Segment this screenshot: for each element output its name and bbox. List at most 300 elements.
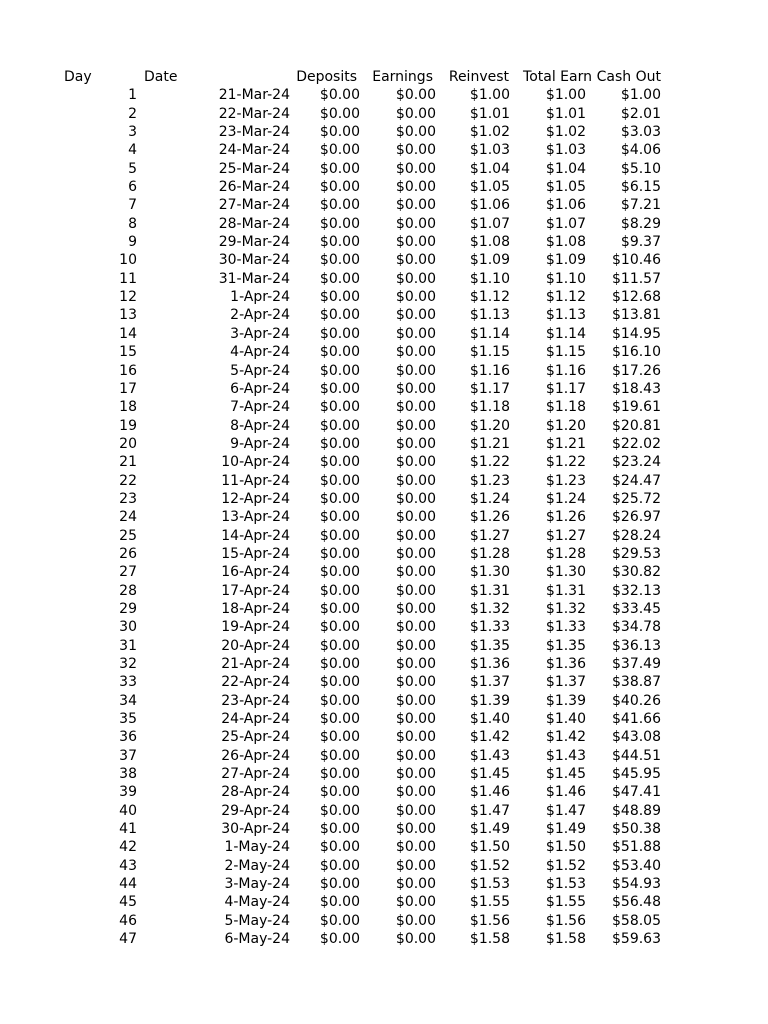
cell-date: 7-Apr-24 [230, 399, 290, 416]
cell-reinvest: $1.04 [469, 160, 510, 177]
cell-deposits: $0.00 [319, 619, 360, 636]
cell-cash-out: $37.49 [612, 656, 661, 672]
cell-earnings: $0.00 [395, 674, 436, 691]
cell-cash-out: $47.41 [612, 784, 661, 801]
table-row [0, 270, 768, 288]
cell-day: 13 [119, 307, 137, 324]
cell-day: 8 [128, 215, 137, 232]
cell-reinvest: $1.46 [469, 784, 510, 801]
cell-reinvest: $1.35 [469, 637, 510, 654]
cell-deposits: $0.00 [319, 234, 360, 251]
cell-date: 28-Mar-24 [218, 215, 290, 232]
cell-deposits: $0.00 [319, 417, 360, 434]
cell-total-earn: $1.52 [545, 857, 586, 874]
cell-deposits: $0.00 [319, 362, 360, 379]
cell-day: 39 [119, 784, 137, 801]
cell-deposits: $0.00 [319, 564, 360, 581]
cell-total-earn: $1.50 [545, 839, 586, 856]
table-row [0, 930, 768, 948]
cell-earnings: $0.00 [395, 619, 436, 636]
cell-total-earn: $1.39 [545, 692, 586, 709]
cell-earnings: $0.00 [395, 454, 436, 471]
cell-reinvest: $1.24 [469, 490, 510, 507]
cell-deposits: $0.00 [319, 784, 360, 801]
cell-earnings: $0.00 [395, 821, 436, 838]
table-row [0, 417, 768, 435]
compound-schedule-table [0, 68, 768, 949]
cell-date: 24-Mar-24 [218, 142, 290, 159]
cell-cash-out: $40.26 [612, 692, 661, 709]
cell-deposits: $0.00 [319, 766, 360, 783]
cell-earnings: $0.00 [395, 637, 436, 654]
cell-date: 30-Apr-24 [221, 821, 290, 838]
table-row [0, 655, 768, 673]
table-row [0, 343, 768, 361]
cell-reinvest: $1.39 [469, 692, 510, 709]
table-row [0, 893, 768, 911]
cell-day: 45 [119, 894, 137, 911]
cell-cash-out: $29.53 [612, 545, 661, 562]
cell-day: 26 [119, 545, 137, 562]
header-day: Day [64, 69, 92, 85]
cell-reinvest: $1.26 [469, 509, 510, 526]
cell-day: 18 [119, 399, 137, 416]
cell-reinvest: $1.49 [469, 821, 510, 838]
cell-cash-out: $2.01 [620, 105, 661, 122]
cell-deposits: $0.00 [319, 582, 360, 599]
cell-total-earn: $1.53 [545, 876, 586, 893]
cell-total-earn: $1.20 [545, 417, 586, 434]
cell-total-earn: $1.46 [545, 784, 586, 801]
cell-earnings: $0.00 [395, 325, 436, 342]
cell-reinvest: $1.03 [469, 142, 510, 159]
cell-day: 30 [119, 619, 137, 636]
cell-day: 5 [128, 160, 137, 177]
cell-date: 5-May-24 [224, 912, 290, 929]
cell-reinvest: $1.06 [469, 197, 510, 214]
cell-reinvest: $1.15 [469, 344, 510, 361]
cell-total-earn: $1.36 [545, 656, 586, 672]
cell-cash-out: $38.87 [612, 674, 661, 691]
table-row [0, 637, 768, 655]
cell-day: 37 [119, 747, 137, 764]
cell-deposits: $0.00 [319, 252, 360, 269]
cell-cash-out: $13.81 [612, 307, 661, 324]
cell-date: 9-Apr-24 [230, 435, 290, 452]
cell-reinvest: $1.32 [469, 600, 510, 617]
cell-date: 3-May-24 [224, 876, 290, 893]
cell-day: 19 [119, 417, 137, 434]
cell-day: 36 [119, 729, 137, 746]
cell-earnings: $0.00 [395, 784, 436, 801]
cell-earnings: $0.00 [395, 435, 436, 452]
cell-cash-out: $19.61 [612, 399, 661, 416]
cell-date: 23-Mar-24 [218, 124, 290, 141]
cell-deposits: $0.00 [319, 344, 360, 361]
cell-cash-out: $20.81 [612, 417, 661, 434]
cell-earnings: $0.00 [395, 417, 436, 434]
cell-date: 27-Mar-24 [218, 197, 290, 214]
cell-total-earn: $1.43 [545, 747, 586, 764]
cell-date: 27-Apr-24 [221, 766, 290, 783]
cell-earnings: $0.00 [395, 124, 436, 141]
cell-day: 2 [128, 105, 137, 122]
cell-reinvest: $1.33 [469, 619, 510, 636]
cell-deposits: $0.00 [319, 142, 360, 159]
table-row [0, 251, 768, 269]
cell-deposits: $0.00 [319, 527, 360, 544]
cell-date: 14-Apr-24 [221, 527, 290, 544]
cell-reinvest: $1.02 [469, 124, 510, 141]
cell-earnings: $0.00 [395, 307, 436, 324]
cell-total-earn: $1.31 [545, 582, 586, 599]
cell-cash-out: $11.57 [612, 270, 661, 287]
cell-deposits: $0.00 [319, 876, 360, 893]
cell-reinvest: $1.58 [469, 931, 510, 948]
cell-total-earn: $1.40 [545, 711, 586, 728]
cell-earnings: $0.00 [395, 564, 436, 581]
cell-reinvest: $1.18 [469, 399, 510, 416]
table-row [0, 215, 768, 233]
cell-day: 29 [119, 600, 137, 617]
table-row [0, 288, 768, 306]
cell-date: 23-Apr-24 [221, 692, 290, 709]
cell-earnings: $0.00 [395, 252, 436, 269]
cell-earnings: $0.00 [395, 527, 436, 544]
cell-cash-out: $30.82 [612, 564, 661, 581]
cell-date: 22-Mar-24 [218, 105, 290, 122]
cell-total-earn: $1.10 [545, 270, 586, 287]
cell-cash-out: $25.72 [612, 490, 661, 507]
table-row [0, 178, 768, 196]
cell-earnings: $0.00 [395, 380, 436, 397]
cell-deposits: $0.00 [319, 179, 360, 196]
cell-reinvest: $1.53 [469, 876, 510, 893]
cell-deposits: $0.00 [319, 380, 360, 397]
table-row [0, 398, 768, 416]
cell-day: 23 [119, 490, 137, 507]
cell-earnings: $0.00 [395, 344, 436, 361]
cell-cash-out: $8.29 [620, 215, 661, 232]
cell-deposits: $0.00 [319, 399, 360, 416]
cell-date: 25-Apr-24 [221, 729, 290, 746]
cell-day: 42 [119, 839, 137, 856]
cell-date: 1-Apr-24 [230, 289, 290, 306]
cell-day: 35 [119, 711, 137, 728]
cell-date: 8-Apr-24 [230, 417, 290, 434]
table-row [0, 582, 768, 600]
cell-deposits: $0.00 [319, 87, 360, 104]
cell-total-earn: $1.23 [545, 472, 586, 489]
cell-date: 15-Apr-24 [221, 545, 290, 562]
cell-date: 12-Apr-24 [221, 490, 290, 507]
cell-earnings: $0.00 [395, 490, 436, 507]
cell-total-earn: $1.14 [545, 325, 586, 342]
cell-reinvest: $1.45 [469, 766, 510, 783]
cell-deposits: $0.00 [319, 729, 360, 746]
cell-day: 14 [119, 325, 137, 342]
cell-date: 22-Apr-24 [221, 674, 290, 691]
cell-reinvest: $1.42 [469, 729, 510, 746]
cell-earnings: $0.00 [395, 179, 436, 196]
cell-day: 44 [119, 876, 137, 893]
cell-day: 31 [119, 637, 137, 654]
header-row [0, 68, 768, 86]
cell-earnings: $0.00 [395, 600, 436, 617]
table-row [0, 435, 768, 453]
table-row [0, 141, 768, 159]
cell-day: 4 [128, 142, 137, 159]
cell-deposits: $0.00 [319, 931, 360, 948]
cell-date: 25-Mar-24 [218, 160, 290, 177]
cell-cash-out: $17.26 [612, 362, 661, 379]
cell-total-earn: $1.58 [545, 931, 586, 948]
cell-date: 5-Apr-24 [230, 362, 290, 379]
cell-reinvest: $1.01 [469, 105, 510, 122]
cell-day: 21 [119, 454, 137, 471]
cell-total-earn: $1.02 [545, 124, 586, 141]
cell-earnings: $0.00 [395, 802, 436, 819]
cell-reinvest: $1.17 [469, 380, 510, 397]
cell-deposits: $0.00 [319, 215, 360, 232]
cell-date: 2-May-24 [224, 857, 290, 874]
cell-earnings: $0.00 [395, 876, 436, 893]
cell-cash-out: $59.63 [612, 931, 661, 948]
cell-cash-out: $12.68 [612, 289, 661, 306]
table-row [0, 820, 768, 838]
cell-earnings: $0.00 [395, 582, 436, 599]
cell-total-earn: $1.13 [545, 307, 586, 324]
cell-day: 17 [119, 380, 137, 397]
cell-total-earn: $1.37 [545, 674, 586, 691]
cell-cash-out: $3.03 [620, 124, 661, 141]
cell-cash-out: $32.13 [612, 582, 661, 599]
cell-earnings: $0.00 [395, 931, 436, 948]
cell-date: 11-Apr-24 [221, 472, 290, 489]
cell-cash-out: $56.48 [612, 894, 661, 911]
cell-cash-out: $50.38 [612, 821, 661, 838]
cell-day: 20 [119, 435, 137, 452]
cell-cash-out: $5.10 [620, 160, 661, 177]
cell-total-earn: $1.33 [545, 619, 586, 636]
cell-earnings: $0.00 [395, 839, 436, 856]
cell-earnings: $0.00 [395, 711, 436, 728]
cell-total-earn: $1.55 [545, 894, 586, 911]
cell-earnings: $0.00 [395, 215, 436, 232]
cell-total-earn: $1.35 [545, 637, 586, 654]
cell-date: 6-Apr-24 [230, 380, 290, 397]
cell-earnings: $0.00 [395, 399, 436, 416]
table-row [0, 563, 768, 581]
cell-date: 28-Apr-24 [221, 784, 290, 801]
table-row [0, 728, 768, 746]
cell-cash-out: $23.24 [612, 454, 661, 471]
cell-reinvest: $1.21 [469, 435, 510, 452]
table-row [0, 838, 768, 856]
cell-deposits: $0.00 [319, 711, 360, 728]
cell-day: 6 [128, 179, 137, 196]
table-row [0, 472, 768, 490]
table-body [0, 86, 768, 948]
cell-total-earn: $1.06 [545, 197, 586, 214]
table-row [0, 912, 768, 930]
cell-day: 10 [119, 252, 137, 269]
table-row [0, 490, 768, 508]
cell-cash-out: $22.02 [612, 435, 661, 452]
table-row [0, 765, 768, 783]
cell-date: 31-Mar-24 [218, 270, 290, 287]
cell-date: 1-May-24 [224, 839, 290, 856]
cell-total-earn: $1.26 [545, 509, 586, 526]
cell-deposits: $0.00 [319, 600, 360, 617]
cell-deposits: $0.00 [319, 912, 360, 929]
cell-earnings: $0.00 [395, 692, 436, 709]
header-reinvest: Reinvest [448, 69, 509, 85]
cell-total-earn: $1.24 [545, 490, 586, 507]
cell-reinvest: $1.56 [469, 912, 510, 929]
cell-date: 2-Apr-24 [230, 307, 290, 324]
cell-day: 25 [119, 527, 137, 544]
cell-day: 22 [119, 472, 137, 489]
cell-total-earn: $1.16 [545, 362, 586, 379]
table-row [0, 618, 768, 636]
cell-date: 19-Apr-24 [221, 619, 290, 636]
table-row [0, 160, 768, 178]
cell-deposits: $0.00 [319, 656, 360, 672]
cell-date: 6-May-24 [224, 931, 290, 948]
cell-deposits: $0.00 [319, 160, 360, 177]
cell-reinvest: $1.14 [469, 325, 510, 342]
cell-total-earn: $1.07 [545, 215, 586, 232]
table-row [0, 196, 768, 214]
cell-day: 38 [119, 766, 137, 783]
table-row [0, 545, 768, 563]
header-earnings: Earnings [372, 69, 433, 85]
cell-deposits: $0.00 [319, 747, 360, 764]
cell-earnings: $0.00 [395, 87, 436, 104]
cell-total-earn: $1.18 [545, 399, 586, 416]
cell-reinvest: $1.31 [469, 582, 510, 599]
cell-reinvest: $1.10 [469, 270, 510, 287]
cell-cash-out: $43.08 [612, 729, 661, 746]
cell-reinvest: $1.16 [469, 362, 510, 379]
table-row [0, 306, 768, 324]
cell-cash-out: $1.00 [620, 87, 661, 104]
table-row [0, 123, 768, 141]
cell-deposits: $0.00 [319, 307, 360, 324]
table-row [0, 875, 768, 893]
cell-cash-out: $33.45 [612, 600, 661, 617]
cell-total-earn: $1.08 [545, 234, 586, 251]
cell-cash-out: $34.78 [612, 619, 661, 636]
cell-reinvest: $1.47 [469, 802, 510, 819]
cell-date: 10-Apr-24 [221, 454, 290, 471]
cell-day: 43 [119, 857, 137, 874]
table-row [0, 692, 768, 710]
cell-total-earn: $1.22 [545, 454, 586, 471]
cell-date: 21-Mar-24 [218, 87, 290, 104]
cell-day: 1 [128, 87, 137, 104]
cell-cash-out: $16.10 [612, 344, 661, 361]
cell-cash-out: $48.89 [612, 802, 661, 819]
cell-reinvest: $1.13 [469, 307, 510, 324]
cell-deposits: $0.00 [319, 197, 360, 214]
header-cash-out: Cash Out [596, 69, 661, 85]
cell-date: 3-Apr-24 [230, 325, 290, 342]
cell-reinvest: $1.05 [469, 179, 510, 196]
cell-total-earn: $1.47 [545, 802, 586, 819]
cell-day: 9 [128, 234, 137, 251]
cell-deposits: $0.00 [319, 674, 360, 691]
cell-cash-out: $26.97 [612, 509, 661, 526]
cell-reinvest: $1.08 [469, 234, 510, 251]
cell-reinvest: $1.55 [469, 894, 510, 911]
cell-deposits: $0.00 [319, 454, 360, 471]
cell-day: 33 [119, 674, 137, 691]
cell-earnings: $0.00 [395, 160, 436, 177]
cell-date: 16-Apr-24 [221, 564, 290, 581]
cell-earnings: $0.00 [395, 766, 436, 783]
cell-earnings: $0.00 [395, 472, 436, 489]
cell-deposits: $0.00 [319, 637, 360, 654]
cell-cash-out: $51.88 [612, 839, 661, 856]
cell-date: 29-Mar-24 [218, 234, 290, 251]
cell-deposits: $0.00 [319, 270, 360, 287]
cell-day: 28 [119, 582, 137, 599]
cell-total-earn: $1.15 [545, 344, 586, 361]
cell-deposits: $0.00 [319, 289, 360, 306]
cell-total-earn: $1.27 [545, 527, 586, 544]
cell-reinvest: $1.28 [469, 545, 510, 562]
cell-reinvest: $1.40 [469, 711, 510, 728]
cell-cash-out: $45.95 [612, 766, 661, 783]
cell-day: 34 [119, 692, 137, 709]
cell-day: 47 [119, 931, 137, 948]
cell-total-earn: $1.45 [545, 766, 586, 783]
cell-total-earn: $1.12 [545, 289, 586, 306]
table-row [0, 710, 768, 728]
cell-cash-out: $54.93 [612, 876, 661, 893]
cell-deposits: $0.00 [319, 821, 360, 838]
cell-day: 3 [128, 124, 137, 141]
cell-reinvest: $1.12 [469, 289, 510, 306]
cell-reinvest: $1.36 [469, 656, 510, 672]
cell-total-earn: $1.05 [545, 179, 586, 196]
cell-earnings: $0.00 [395, 105, 436, 122]
cell-cash-out: $58.05 [612, 912, 661, 929]
cell-deposits: $0.00 [319, 839, 360, 856]
cell-total-earn: $1.01 [545, 105, 586, 122]
cell-reinvest: $1.52 [469, 857, 510, 874]
cell-reinvest: $1.20 [469, 417, 510, 434]
cell-reinvest: $1.00 [469, 87, 510, 104]
header-deposits: Deposits [296, 69, 357, 85]
cell-day: 40 [119, 802, 137, 819]
cell-date: 24-Apr-24 [221, 711, 290, 728]
header-date: Date [144, 69, 178, 85]
cell-earnings: $0.00 [395, 362, 436, 379]
cell-reinvest: $1.09 [469, 252, 510, 269]
cell-day: 27 [119, 564, 137, 581]
cell-cash-out: $41.66 [612, 711, 661, 728]
table-row [0, 508, 768, 526]
header-total-earn: Total Earn [523, 69, 592, 85]
cell-earnings: $0.00 [395, 234, 436, 251]
cell-deposits: $0.00 [319, 509, 360, 526]
table-row [0, 380, 768, 398]
cell-earnings: $0.00 [395, 912, 436, 929]
cell-deposits: $0.00 [319, 545, 360, 562]
